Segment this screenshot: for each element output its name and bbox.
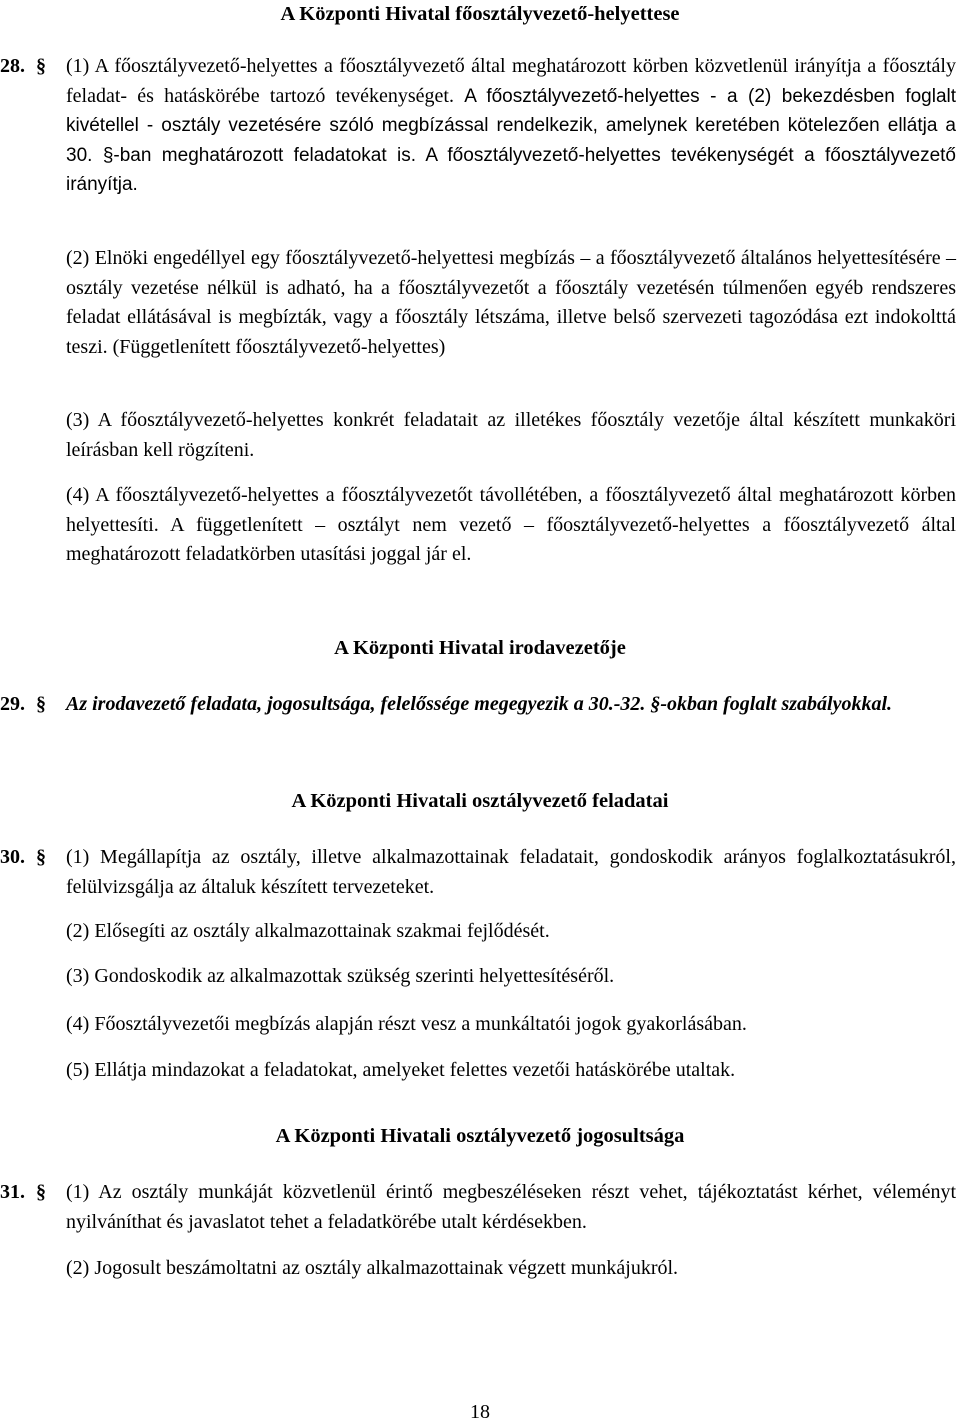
section-heading-31: A Központi Hivatali osztályvezető jogosultsága	[275, 1125, 685, 1147]
section-heading-30: A Központi Hivatali osztályvezető feladatai	[291, 790, 669, 812]
subparagraph-30-3: (3) Gondoskodik az alkalmazottak szükség szerinti helyettesítéséről.	[66, 965, 615, 987]
section-sign: §	[36, 1181, 46, 1203]
subparagraph-28-3: (3) A főosztályvezető-helyettes konkrét feladatait az illetékes főosztály vezetője által készített munkaköri leírásban kell rögzíteni.	[66, 409, 956, 461]
paragraph-number: 31.	[0, 1181, 25, 1203]
subparagraph-31-2: (2) Jogosult beszámoltatni az osztály alkalmazottainak végzett munkájukról.	[66, 1257, 679, 1279]
paragraph-29-text: Az irodavezető feladata, jogosultsága, felelőssége megegyezik a 30.-32. §-okban foglalt szabályokkal.	[66, 693, 893, 715]
page-number: 18	[470, 1401, 490, 1423]
subparagraph-30-4: (4) Főosztályvezetői megbízás alapján részt vesz a munkáltatói jogok gyakorlásában.	[66, 1013, 747, 1035]
section-heading-29: A Központi Hivatal irodavezetője	[334, 637, 626, 659]
subparagraph-30-5: (5) Ellátja mindazokat a feladatokat, amelyeket felettes vezetői hatáskörébe utaltak.	[66, 1059, 736, 1081]
subparagraph-28-1-first: (1) A főosztályvezető-helyettes a főosztályvezető által meghatározott körben közvetlenül irányítja a főosztály feladat- és hatáskörébe tartozó tevékenységet.	[66, 55, 956, 107]
subparagraph-28-2: (2) Elnöki engedéllyel egy főosztályvezető-helyettesi megbízás – a főosztályvezető általános helyettesítésére – osztály vezetése nélkül is adható, ha a főosztályvezetőt a főosztály vezetésén túlmenően egyéb rendszeres feladat ellátásával is megbízták, vagy a főosztály létszáma, illetve belső szervezeti tagozódása ezt indokolttá teszi. (Függetlenített főosztályvezető-helyettes)	[66, 247, 956, 358]
section-heading-28: A Központi Hivatal főosztályvezető-helyettese	[280, 3, 680, 25]
subparagraph-28-1-second: A főosztályvezető-helyettes - a (2) bekezdésben foglalt kivétellel - osztály vezetésére szóló megbízással rendelkezik, amelynek keretében kötelezően ellátja a 30. §-ban meghatározott feladatokat is. A főosztályvezető-helyettes tevékenységét a főosztályvezető irányítja.	[66, 85, 957, 196]
section-sign: §	[36, 55, 46, 77]
section-sign: §	[36, 693, 46, 715]
subparagraph-30-2: (2) Elősegíti az osztály alkalmazottainak szakmai fejlődését.	[66, 920, 550, 942]
paragraph-number: 30.	[0, 846, 25, 868]
subparagraph-30-1: (1) Megállapítja az osztály, illetve alkalmazottainak feladatait, gondoskodik arányos foglalkoztatásukról, felülvizsgálja az általuk készített tervezeteket.	[66, 846, 956, 898]
paragraph-number: 28.	[0, 55, 25, 77]
subparagraph-31-1: (1) Az osztály munkáját közvetlenül érintő megbeszéléseken részt vehet, tájékoztatást kérhet, véleményt nyilváníthat és javaslatot tehet a feladatkörébe utalt kérdésekben.	[66, 1181, 956, 1233]
section-sign: §	[36, 846, 46, 868]
subparagraph-28-1	[66, 52, 956, 200]
subparagraph-28-4: (4) A főosztályvezető-helyettes a főosztályvezetőt távollétében, a főosztályvezető által meghatározott körben helyettesíti. A függetlenített – osztályt nem vezető – főosztályvezető-helyettes a főosztályvezető által meghatározott feladatkörben utasítási joggal jár el.	[66, 484, 956, 566]
paragraph-number: 29.	[0, 693, 25, 715]
